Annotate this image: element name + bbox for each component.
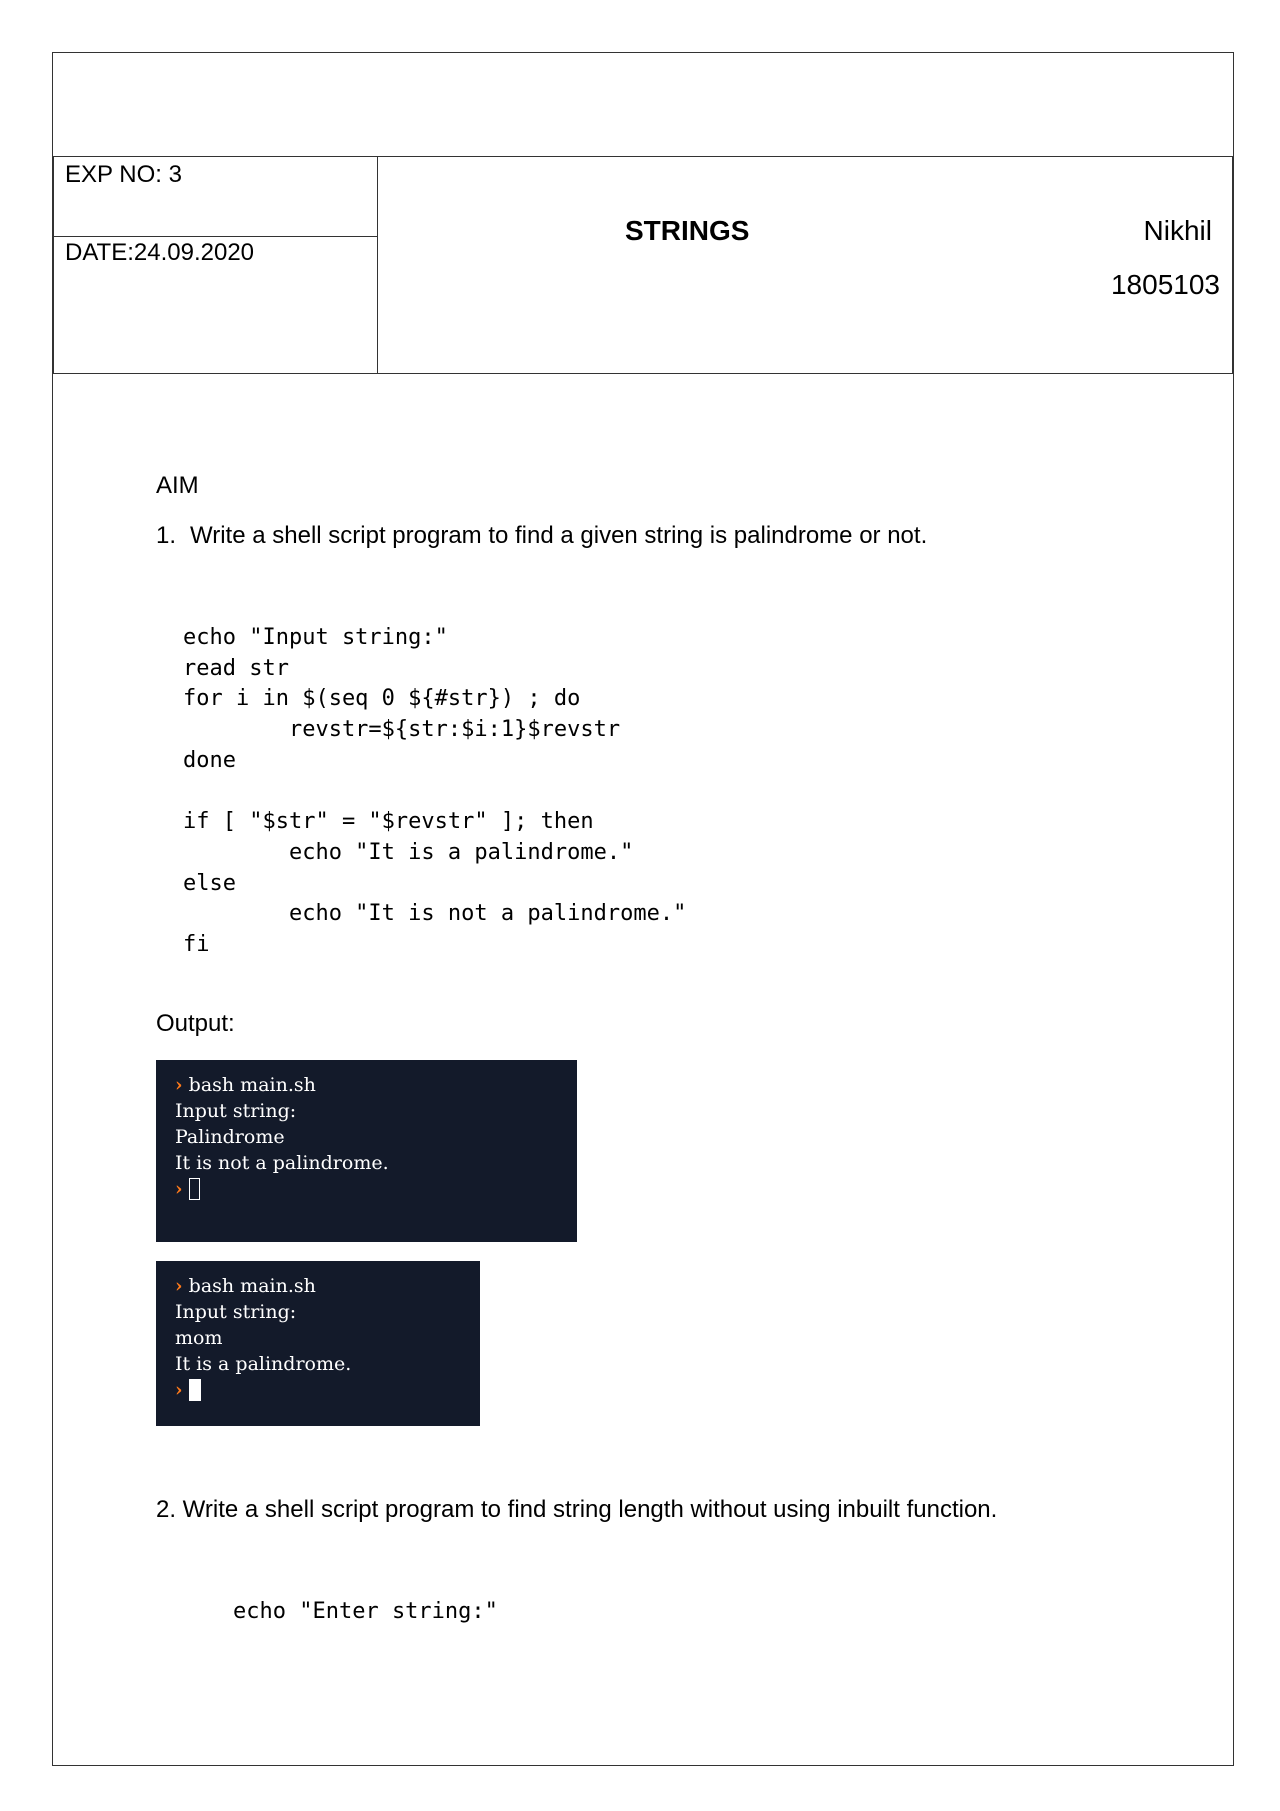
question-2: 2. Write a shell script program to find string length without using inbuilt function. (156, 1496, 998, 1523)
exp-no: EXP NO: 3 (65, 161, 182, 188)
terminal-command-line (175, 1273, 480, 1299)
prompt-icon: › (175, 1178, 183, 1200)
cursor-icon (189, 1379, 201, 1401)
prompt-icon: › (175, 1074, 183, 1096)
header-left-cell (53, 157, 378, 373)
code-line: done (183, 747, 236, 773)
code-line: if [ "$str" = "$revstr" ]; then (183, 809, 594, 835)
terminal-line: Input string: (175, 1100, 297, 1122)
output-label: Output: (156, 1010, 235, 1037)
header-table (53, 156, 1233, 374)
code-line (183, 777, 686, 808)
terminal-command: bash main.sh (188, 1275, 316, 1297)
code-line: echo "It is a palindrome." (183, 839, 634, 865)
code-block-2 (233, 1597, 498, 1628)
code-line: for i in $(seq 0 ${#str}) ; do (183, 686, 581, 712)
date: DATE:24.09.2020 (65, 239, 255, 266)
code-line: read str (183, 655, 289, 681)
student-name: Nikhil (1143, 215, 1212, 246)
code-line: fi (183, 932, 210, 958)
prompt-icon: › (175, 1275, 183, 1297)
code-line: echo "Input string:" (183, 625, 448, 650)
code-block-1 (183, 623, 686, 961)
terminal-output-2 (156, 1261, 480, 1426)
code-line: echo "It is not a palindrome." (183, 901, 687, 927)
terminal-command-line (175, 1072, 577, 1098)
question-1-text: Write a shell script program to find a given string is palindrome or not. (190, 522, 928, 549)
terminal-line: mom (175, 1327, 223, 1349)
code-line: echo "Enter string:" (233, 1599, 498, 1624)
roll-number: 1805103 (1110, 269, 1220, 300)
document-title: STRINGS (625, 215, 750, 246)
terminal-output-1 (156, 1060, 577, 1242)
terminal-line: It is a palindrome. (175, 1353, 352, 1375)
aim-label: AIM (156, 472, 199, 499)
terminal-prompt-line (175, 1176, 577, 1202)
terminal-line: Input string: (175, 1301, 297, 1323)
code-line: else (183, 870, 236, 896)
code-line: revstr=${str:$i:1}$revstr (183, 717, 621, 743)
terminal-command: bash main.sh (188, 1074, 316, 1096)
cursor-icon (189, 1178, 200, 1200)
question-1 (156, 522, 927, 550)
terminal-line: It is not a palindrome. (175, 1152, 389, 1174)
exp-no-cell (54, 157, 377, 237)
terminal-prompt-line (175, 1377, 480, 1403)
terminal-line: Palindrome (175, 1126, 285, 1148)
prompt-icon: › (175, 1379, 183, 1401)
question-1-number: 1. (156, 522, 177, 549)
